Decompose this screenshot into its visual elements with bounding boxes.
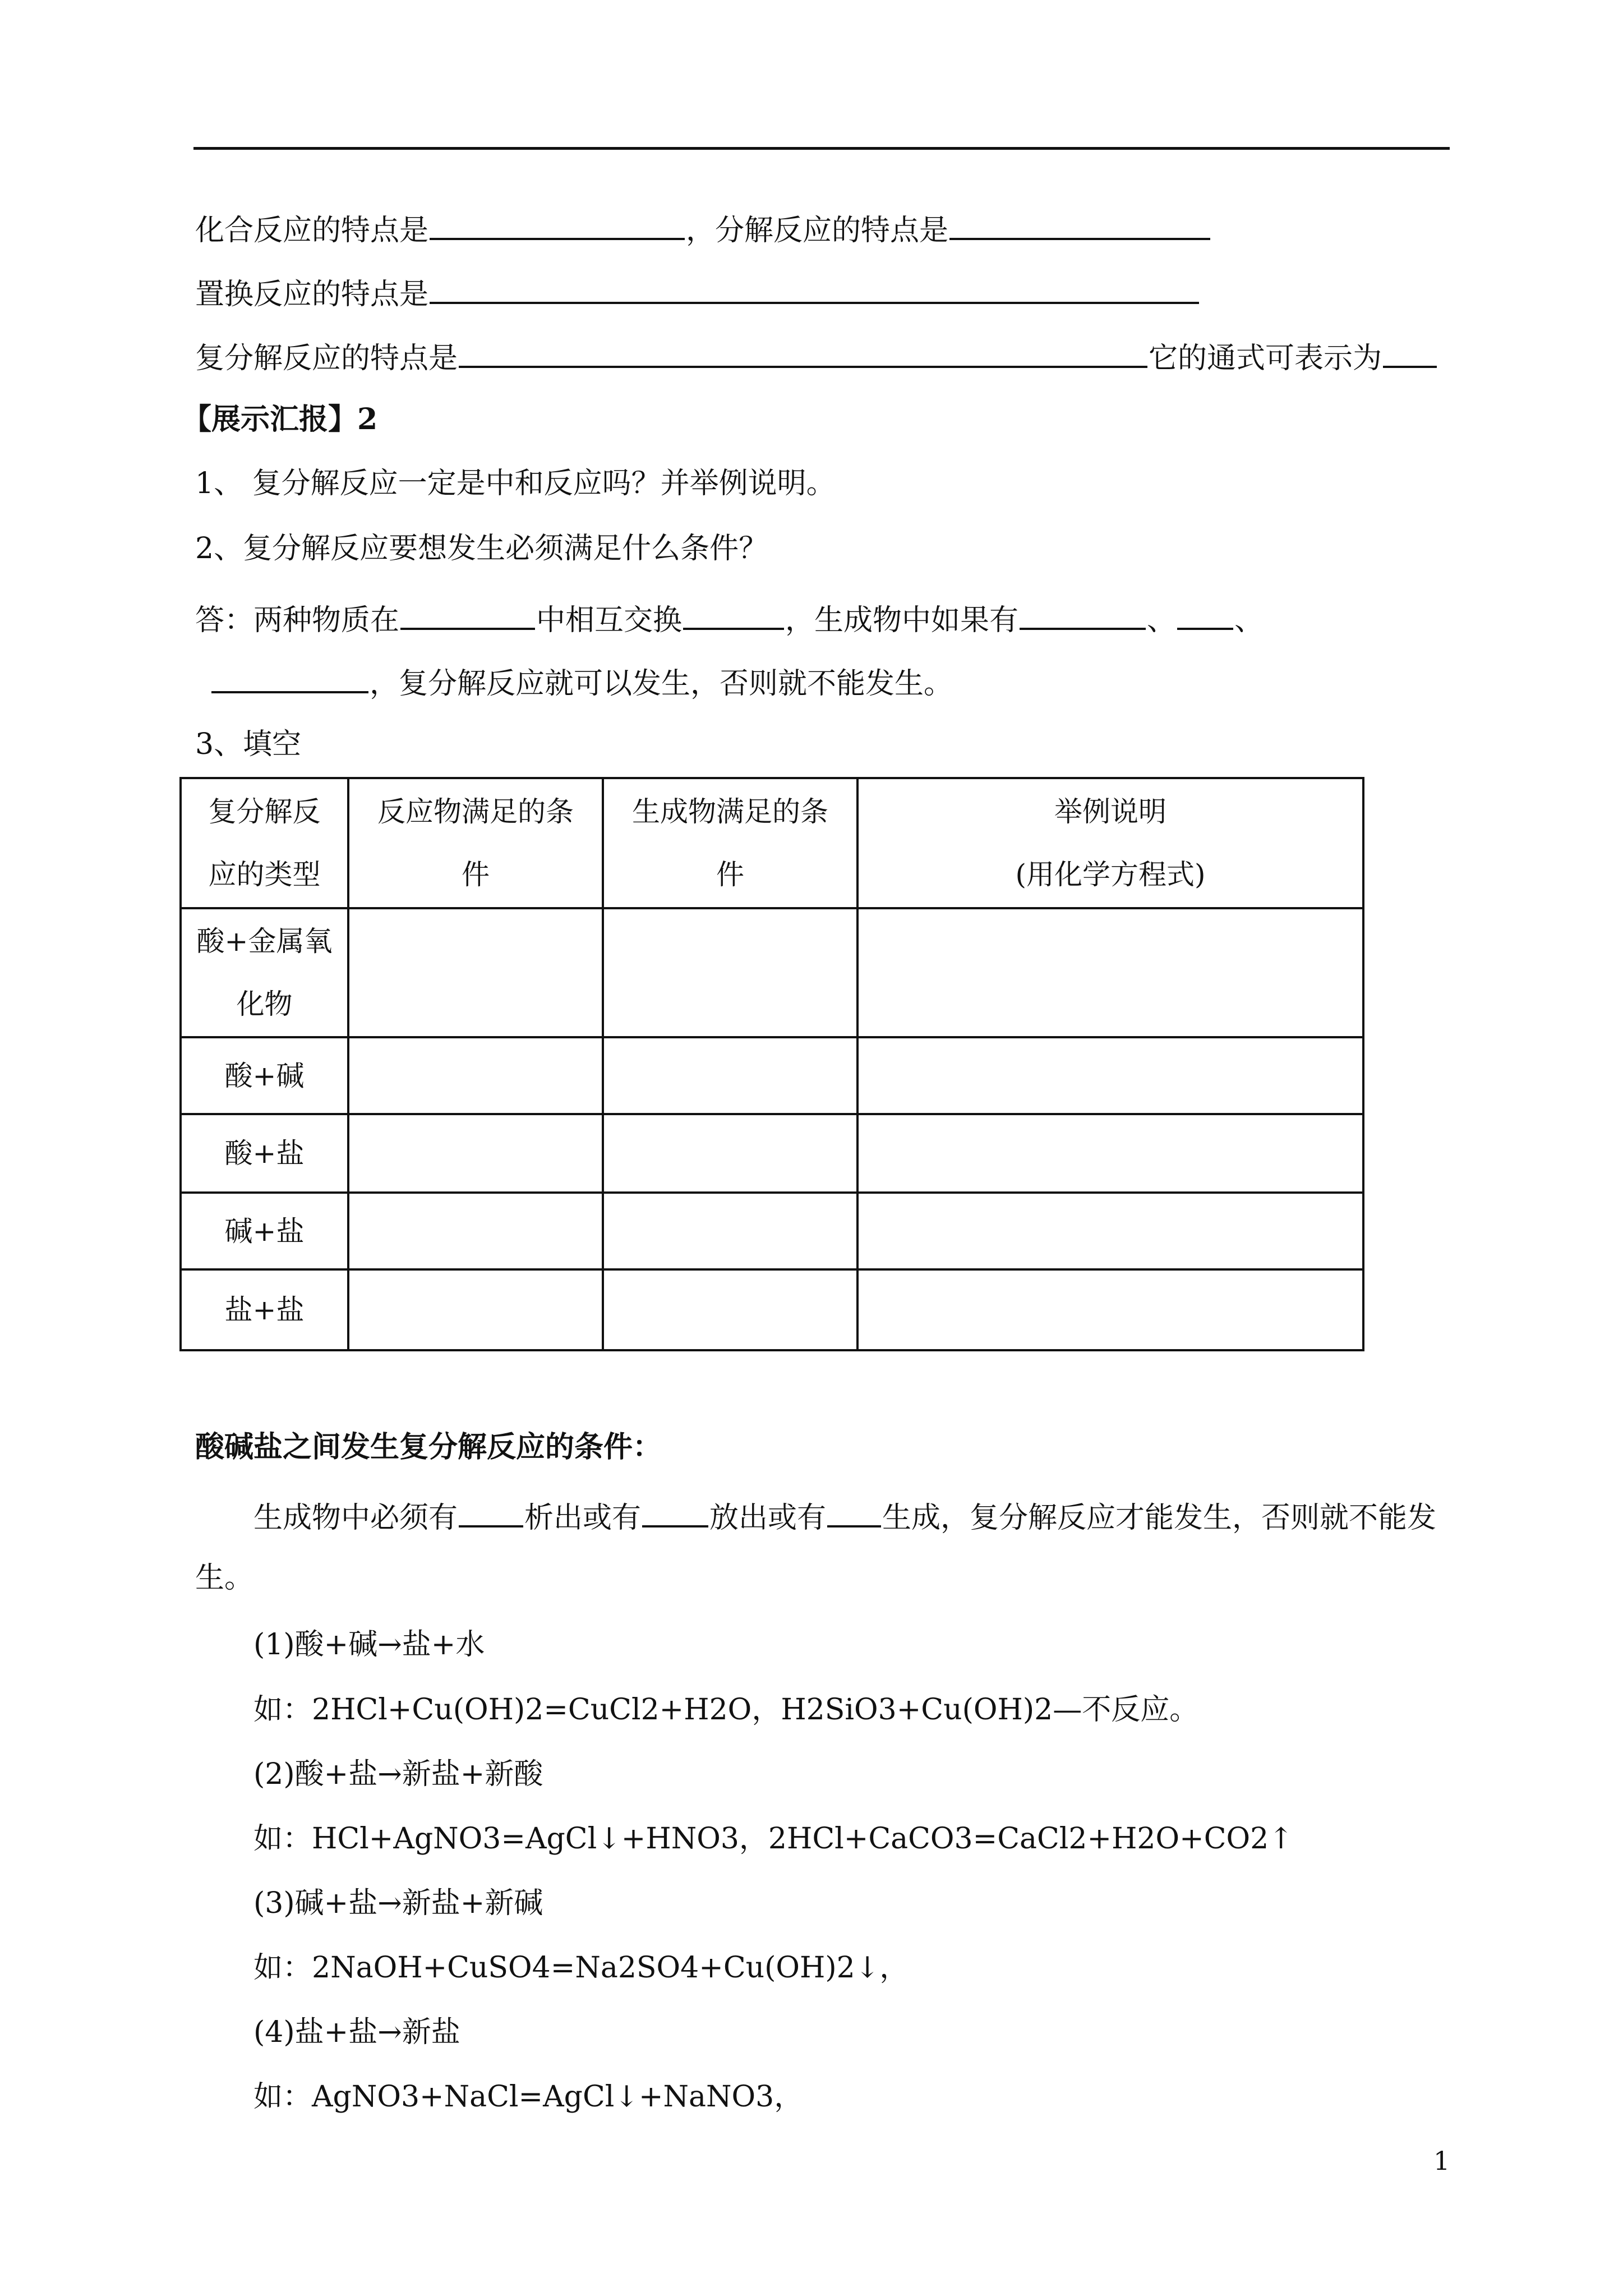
blank-field[interactable] — [430, 209, 685, 240]
paragraph-text: 放出或有 — [709, 1501, 827, 1535]
case-2-title: (2)酸+盐→新盐+新酸 — [253, 1757, 543, 1791]
blank-cell[interactable] — [603, 1114, 857, 1193]
header-cell: 生成物满足的条 件 — [603, 778, 857, 908]
blank-cell[interactable] — [348, 1037, 603, 1114]
page-number: 1 — [1433, 2146, 1450, 2176]
fill-line-1 — [195, 209, 1211, 250]
blank-cell[interactable] — [348, 1114, 603, 1193]
blank-cell[interactable] — [603, 1269, 857, 1350]
blank-field[interactable] — [430, 273, 1199, 304]
answer-text: ，生成物中如果有 — [785, 604, 1019, 637]
conditions-title: 酸碱盐之间发生复分解反应的条件： — [195, 1430, 662, 1464]
blank-cell[interactable] — [348, 1193, 603, 1269]
table-row — [181, 1269, 1363, 1350]
question-1: 1、 复分解反应一定是中和反应吗？并举例说明。 — [195, 467, 836, 500]
fill-label: 它的通式可表示为 — [1149, 342, 1382, 375]
blank-field[interactable] — [1177, 599, 1233, 630]
answer-line-2 — [210, 662, 953, 703]
row-label: 碱+盐 — [181, 1193, 348, 1269]
table-row — [181, 1193, 1363, 1269]
blank-field[interactable] — [642, 1496, 708, 1527]
section-heading: 【展示汇报】2 — [182, 402, 378, 436]
blank-cell[interactable] — [603, 1037, 857, 1114]
row-label: 酸+金属氧 化物 — [181, 908, 348, 1037]
blank-field[interactable] — [683, 599, 784, 630]
blank-cell[interactable] — [603, 1193, 857, 1269]
fill-label: 化合反应的特点是 — [195, 214, 429, 247]
blank-field[interactable] — [400, 599, 535, 630]
paragraph-text: 生成物中必须有 — [253, 1501, 458, 1535]
blank-cell[interactable] — [857, 1269, 1363, 1350]
reaction-table — [179, 777, 1364, 1351]
case-4-title: (4)盐+盐→新盐 — [253, 2016, 460, 2049]
case-1-title: (1)酸+碱→盐+水 — [253, 1628, 485, 1662]
header-cell: 反应物满足的条 件 — [348, 778, 603, 908]
question-3: 3、填空 — [195, 728, 302, 761]
blank-field[interactable] — [211, 662, 368, 693]
fill-label: 置换反应的特点是 — [195, 278, 429, 311]
blank-cell[interactable] — [857, 1114, 1363, 1193]
answer-text: 、 — [1147, 604, 1177, 637]
blank-cell[interactable] — [857, 1193, 1363, 1269]
table-header-row — [181, 778, 1363, 908]
answer-text: 、 — [1234, 604, 1264, 637]
blank-cell[interactable] — [857, 1037, 1363, 1114]
table-row — [181, 1037, 1363, 1114]
row-label: 酸+碱 — [181, 1037, 348, 1114]
question-2: 2、复分解反应要想发生必须满足什么条件？ — [195, 532, 768, 565]
blank-field[interactable] — [827, 1496, 881, 1527]
header-cell: 举例说明 (用化学方程式) — [857, 778, 1363, 908]
blank-cell[interactable] — [603, 908, 857, 1037]
case-3-example: 如：2NaOH+CuSO4=Na2SO4+Cu(OH)2↓， — [253, 1951, 909, 1985]
answer-line-1 — [195, 599, 1264, 640]
fill-line-2 — [195, 273, 1200, 314]
row-label: 盐+盐 — [181, 1269, 348, 1350]
paragraph-text: 生成，复分解反应才能发生，否则就不能发 — [882, 1501, 1437, 1535]
blank-field[interactable] — [459, 337, 1147, 368]
table-row — [181, 1114, 1363, 1193]
answer-text: ，复分解反应就可以发生，否则就不能发生。 — [370, 667, 953, 701]
fill-label: 复分解反应的特点是 — [195, 342, 458, 375]
header-rule — [193, 147, 1450, 150]
paragraph-text: 析出或有 — [524, 1501, 642, 1535]
fill-label: ，分解反应的特点是 — [686, 214, 949, 247]
answer-text: 中相互交换 — [536, 604, 683, 637]
blank-field[interactable] — [949, 209, 1210, 240]
blank-cell[interactable] — [348, 1269, 603, 1350]
case-4-example: 如：AgNO3+NaCl=AgCl↓+NaNO3， — [253, 2080, 804, 2114]
case-2-example: 如：HCl+AgNO3=AgCl↓+HNO3，2HCl+CaCO3=CaCl2+H2O+CO2↑ — [253, 1822, 1293, 1856]
table-row — [181, 908, 1363, 1037]
case-1-example: 如：2HCl+Cu(OH)2=CuCl2+H2O，H2SiO3+Cu(OH)2—不反应。 — [253, 1693, 1199, 1727]
answer-text: 答：两种物质在 — [195, 604, 400, 637]
fill-line-3 — [195, 337, 1438, 378]
blank-field[interactable] — [1020, 599, 1146, 630]
blank-cell[interactable] — [857, 908, 1363, 1037]
blank-field[interactable] — [459, 1496, 523, 1527]
case-3-title: (3)碱+盐→新盐+新碱 — [253, 1887, 543, 1920]
blank-field[interactable] — [1383, 337, 1437, 368]
blank-cell[interactable] — [348, 908, 603, 1037]
conditions-paragraph — [253, 1496, 1436, 1538]
conditions-paragraph-cont: 生。 — [195, 1561, 254, 1595]
header-cell: 复分解反 应的类型 — [181, 778, 348, 908]
row-label: 酸+盐 — [181, 1114, 348, 1193]
